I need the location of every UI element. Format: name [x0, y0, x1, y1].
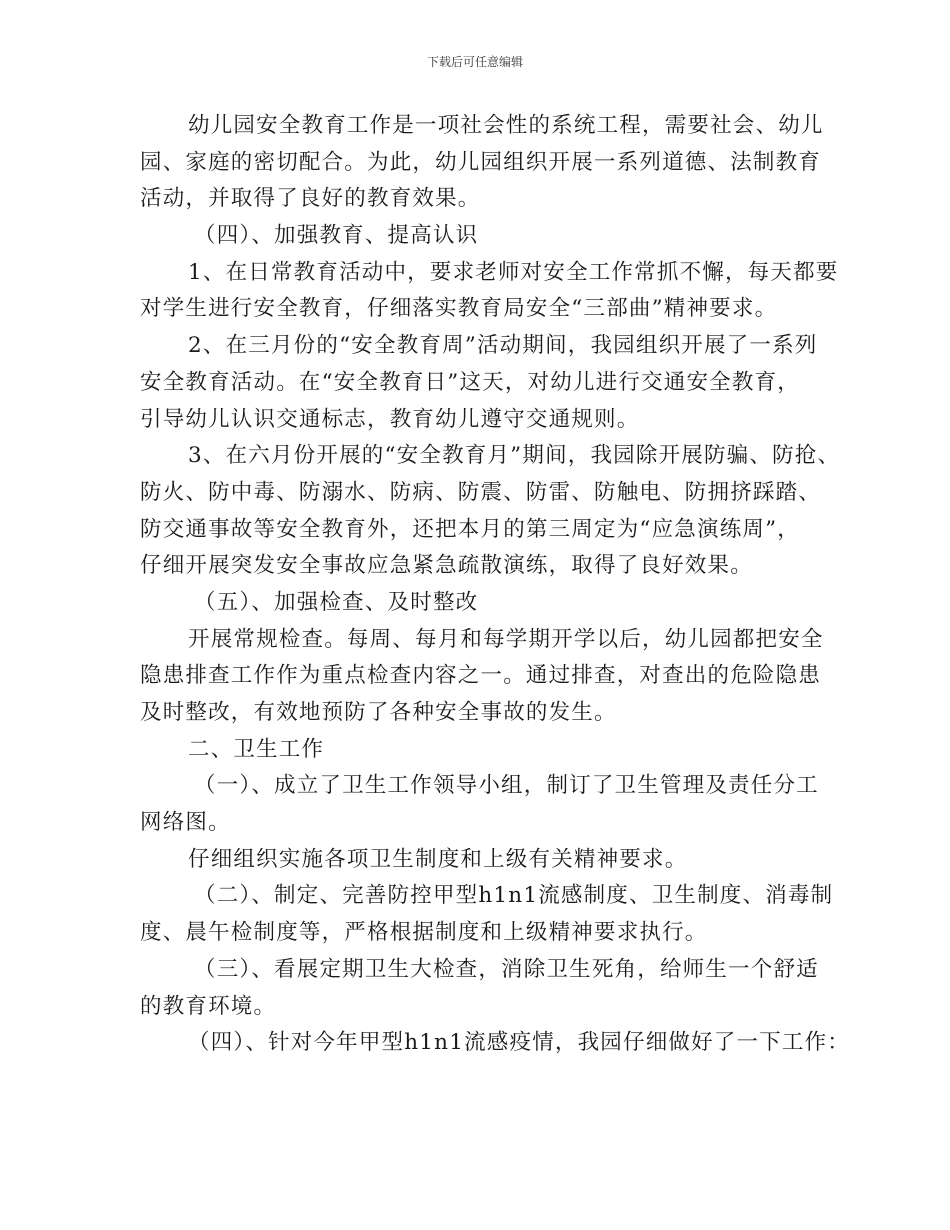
text-line: 隐患排查工作作为重点检查内容之一。通过排查，对查出的危险隐患 [140, 663, 822, 689]
text-line: 仔细组织实施各项卫生制度和上级有关精神要求。 [188, 846, 688, 872]
text-line: 度、晨午检制度等，严格根据制度和上级精神要求执行。 [140, 920, 708, 946]
text-line: 及时整改，有效地预防了各种安全事故的发生。 [140, 700, 617, 725]
document-body [140, 108, 851, 1062]
text-line: 园、家庭的密切配合。为此，幼儿园组织开展一系列道德、法制教育 [140, 149, 822, 175]
text-line: （四）、加强教育、提高认识 [194, 223, 479, 249]
text-line: （四）、针对今年甲型h1n1流感疫情，我园仔细做好了一下工作： [188, 1030, 851, 1056]
text-line: 防交通事故等安全教育外，还把本月的第三周定为“应急演练周”， [140, 516, 800, 542]
text-line: 幼儿园安全教育工作是一项社会性的系统工程，需要社会、幼儿 [188, 113, 824, 138]
text-line: （五）、加强检查、及时整改 [194, 589, 479, 615]
text-line: （二）、制定、完善防控甲型h1n1流感制度、卫生制度、消毒制 [194, 883, 834, 909]
text-line: 对学生进行安全教育，仔细落实教育局安全“三部曲”精神要求。 [140, 296, 778, 322]
page-header-note: 下载后可任意编辑 [426, 55, 523, 69]
text-line: 防火、防中毒、防溺水、防病、防震、防雷、防触电、防拥挤踩踏、 [140, 479, 822, 505]
text-line: 二、卫生工作 [188, 736, 325, 762]
text-line: 开展常规检查。每周、每月和每学期开学以后，幼儿园都把安全 [188, 626, 824, 652]
text-line: 引导幼儿认识交通标志，教育幼儿遵守交通规则。 [140, 406, 640, 432]
text-line: 2、在三月份的“安全教育周”活动期间，我园组织开展了一系列 [188, 333, 818, 359]
text-line: 活动，并取得了良好的教育效果。 [140, 186, 481, 212]
text-line: 3、在六月份开展的“安全教育月”期间，我园除开展防骗、防抢、 [188, 443, 841, 469]
text-line: 仔细开展突发安全事故应急紧急疏散演练，取得了良好效果。 [140, 553, 753, 579]
text-line: （一）、成立了卫生工作领导小组，制订了卫生管理及责任分工 [194, 773, 819, 799]
text-line: 安全教育活动。在“安全教育日”这天，对幼儿进行交通安全教育， [140, 369, 800, 395]
text-line: 网络图。 [140, 810, 231, 836]
text-line: （三）、看展定期卫生大检查，消除卫生死角，给师生一个舒适 [194, 956, 819, 982]
text-line: 1、在日常教育活动中，要求老师对安全工作常抓不懈，每天都要 [188, 259, 839, 285]
text-line: 的教育环境。 [140, 993, 277, 1019]
